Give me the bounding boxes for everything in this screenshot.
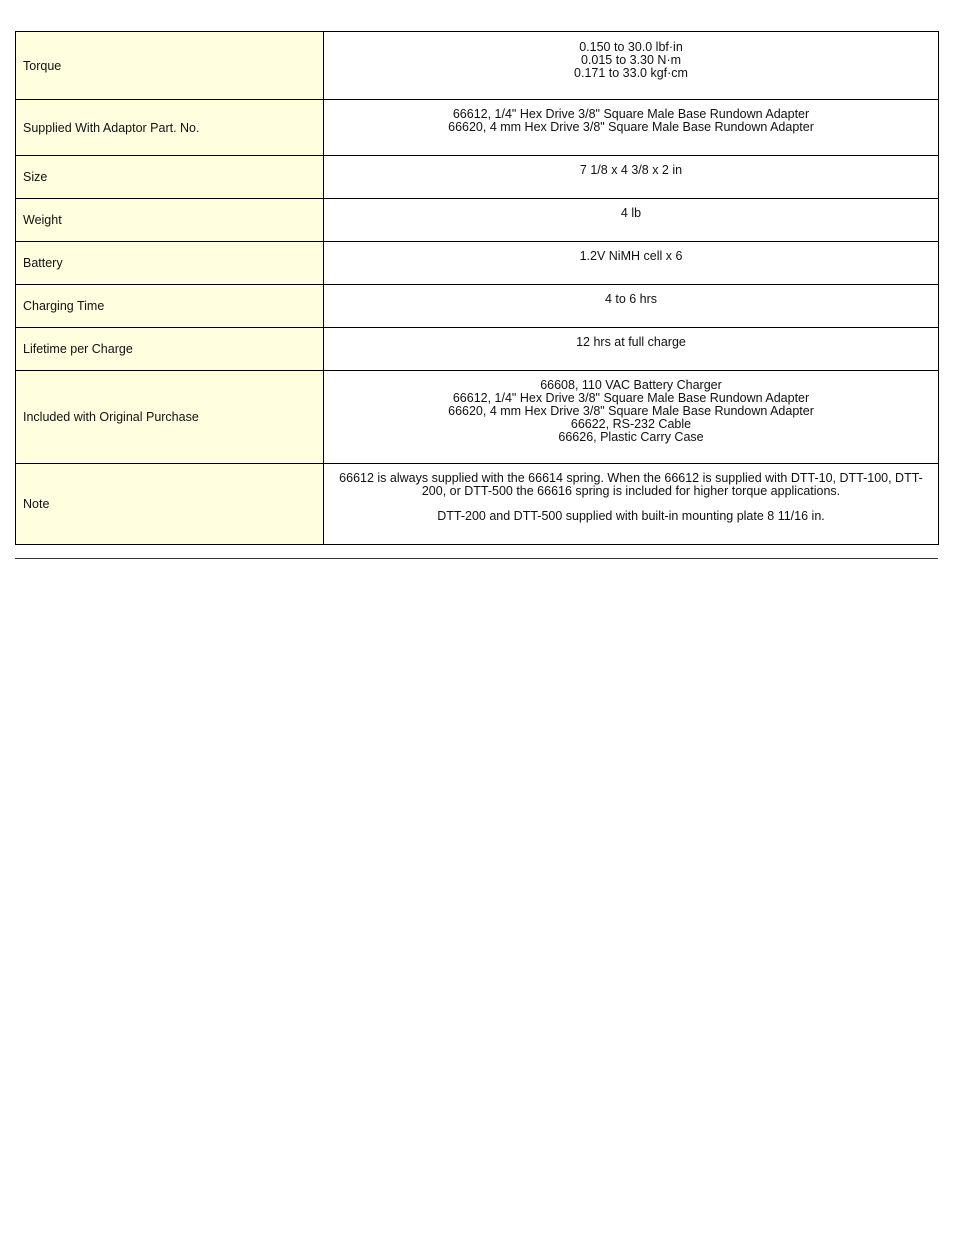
note-paragraph: 66612 is always supplied with the 66614 spring. When the 66612 is supplied with DTT-10, DTT-100, DTT-200, or DTT-500 the 66616 spring is included for higher torque applications. (339, 471, 923, 498)
spec-value-line: 0.015 to 3.30 N·m (580, 53, 682, 67)
spec-label: Weight (16, 199, 324, 242)
spec-row-lifetime (16, 328, 939, 371)
spec-row-battery (16, 242, 939, 285)
spec-row-included (16, 371, 939, 464)
spec-value (324, 464, 939, 545)
spec-value (324, 328, 939, 371)
spec-value-line: 66608, 110 VAC Battery Charger (540, 378, 722, 392)
spec-label: Lifetime per Charge (16, 328, 324, 371)
spec-value-line: 66622, RS-232 Cable (570, 417, 692, 431)
spec-row-size (16, 156, 939, 199)
spec-row-weight (16, 199, 939, 242)
spec-value-line: 66612, 1/4" Hex Drive 3/8" Square Male Base Rundown Adapter (452, 391, 810, 405)
spec-value (324, 242, 939, 285)
spec-row-adaptor (16, 100, 939, 156)
spec-label: Charging Time (16, 285, 324, 328)
spec-value (324, 371, 939, 464)
spec-value (324, 100, 939, 156)
spec-value-line: 66620, 4 mm Hex Drive 3/8" Square Male Base Rundown Adapter (448, 120, 814, 134)
spec-value (324, 285, 939, 328)
spec-value (324, 199, 939, 242)
spec-value-line: 66626, Plastic Carry Case (558, 430, 704, 444)
spec-label: Note (16, 464, 324, 545)
spec-value-line: 0.171 to 33.0 kgf·cm (574, 66, 688, 80)
spec-value-line: 66620, 4 mm Hex Drive 3/8" Square Male Base Rundown Adapter (448, 404, 814, 418)
spec-value-line: 7 1/8 x 4 3/8 x 2 in (579, 163, 683, 177)
note-paragraph: DTT-200 and DTT-500 supplied with built-in mounting plate 8 11/16 in. (437, 509, 825, 523)
spec-value-line: 4 lb (620, 206, 642, 220)
spec-value-line: 0.150 to 30.0 lbf·in (579, 40, 683, 54)
spec-label: Size (16, 156, 324, 199)
spec-value-line: 66612, 1/4" Hex Drive 3/8" Square Male Base Rundown Adapter (452, 107, 810, 121)
spec-value-line: 4 to 6 hrs (604, 292, 658, 306)
specifications-table (15, 31, 939, 545)
spec-row-torque (16, 32, 939, 100)
spec-row-note (16, 464, 939, 545)
spec-value-line: 12 hrs at full charge (576, 335, 686, 349)
spec-label: Included with Original Purchase (16, 371, 324, 464)
spec-label: Supplied With Adaptor Part. No. (16, 100, 324, 156)
spec-row-charging-time (16, 285, 939, 328)
horizontal-divider (15, 558, 938, 559)
spec-value (324, 32, 939, 100)
spec-label: Torque (16, 32, 324, 100)
spec-value-line: 1.2V NiMH cell x 6 (579, 249, 683, 263)
spec-label: Battery (16, 242, 324, 285)
spec-value (324, 156, 939, 199)
